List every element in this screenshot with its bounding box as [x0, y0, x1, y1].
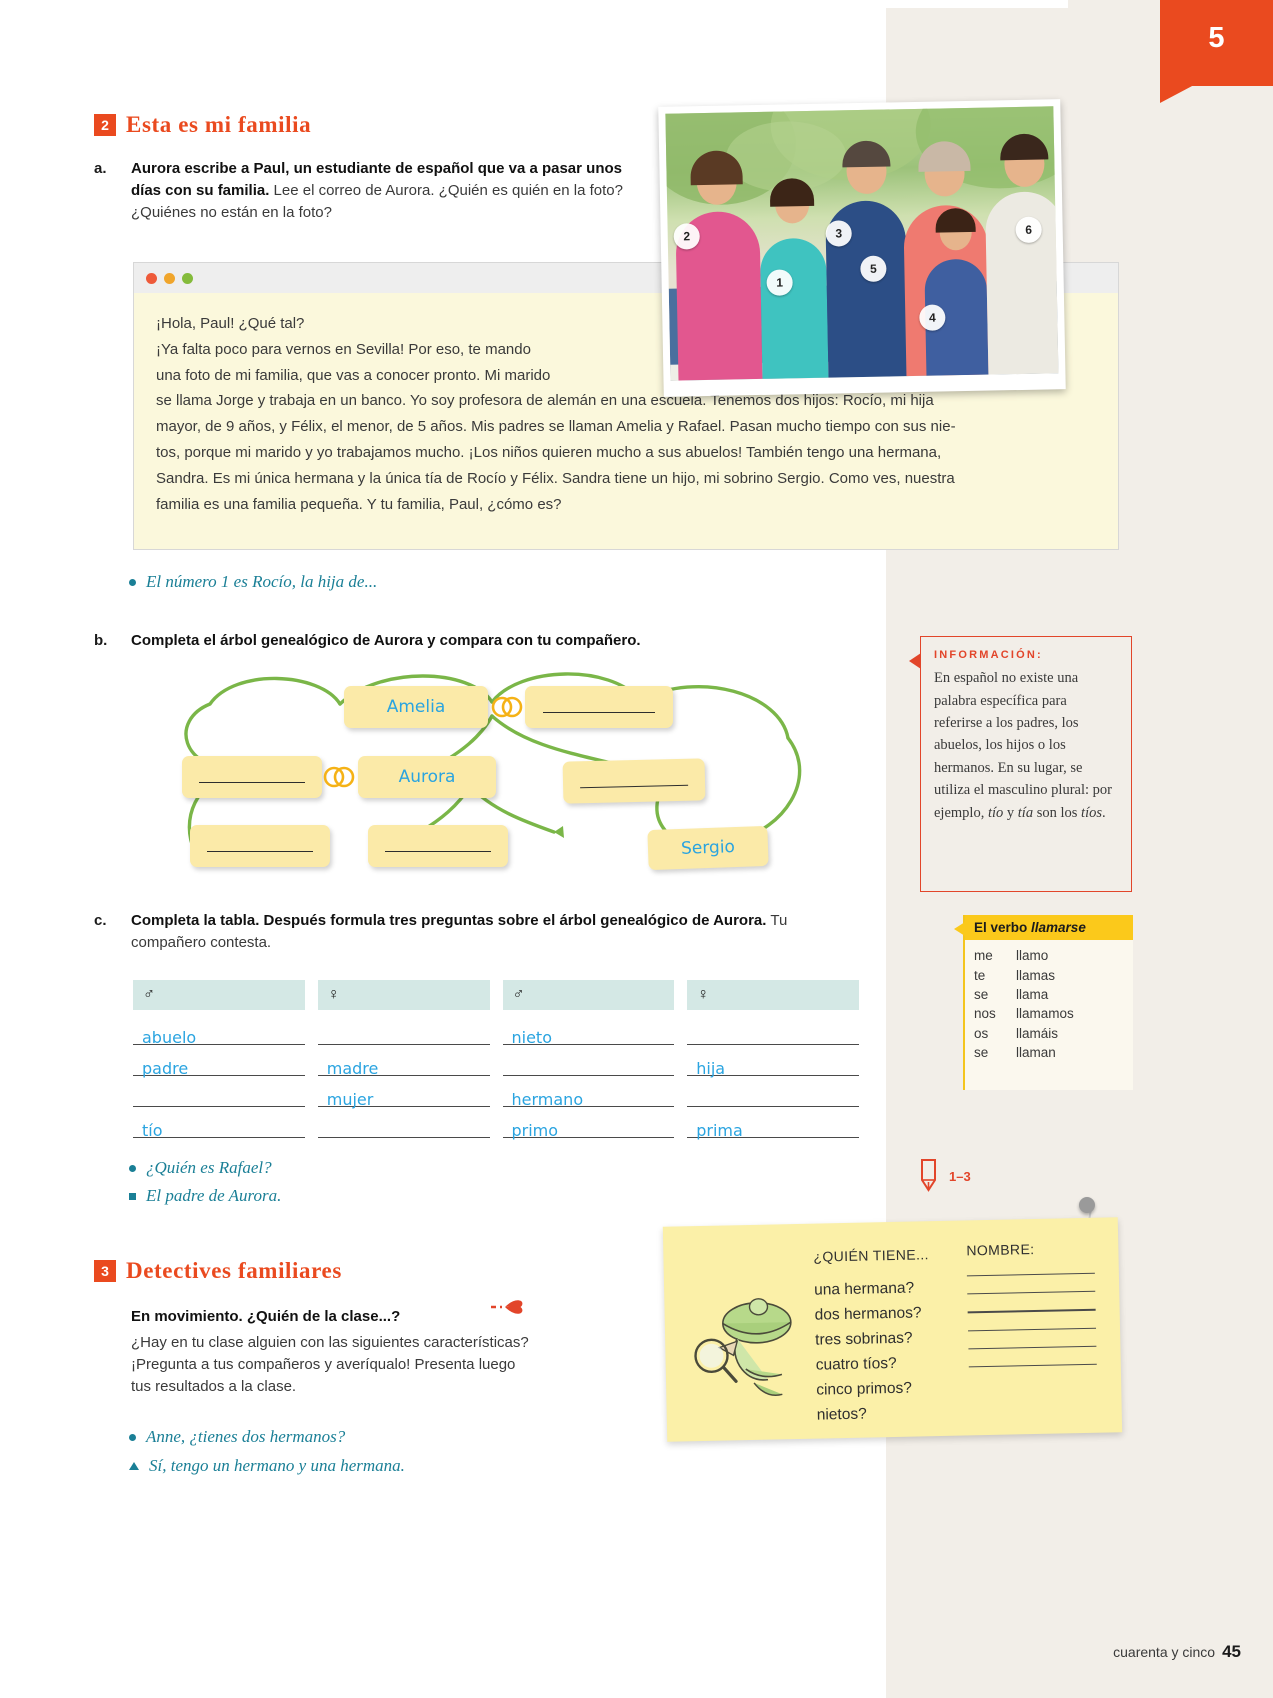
email-line-2: ¡Ya falta poco para vernos en Sevilla! Por eso, te mando	[156, 340, 531, 358]
table-cell-text: hermano	[511, 1090, 584, 1109]
sticky-name-column	[966, 1240, 1109, 1368]
example-3-question	[129, 1427, 345, 1447]
section-3-instruction-bold	[131, 1306, 641, 1328]
section-2-heading	[94, 112, 311, 138]
example-c-answer-text: El padre de Aurora.	[146, 1186, 282, 1205]
tree-node-aurora	[358, 756, 496, 798]
window-maximize-icon[interactable]	[182, 273, 193, 284]
table-cell[interactable]	[318, 1081, 490, 1107]
workbook-reference	[918, 1158, 971, 1195]
tree-node-blank-sandra[interactable]	[563, 758, 706, 803]
section-3-number: 3	[94, 1260, 116, 1282]
verb-title-italic: llamarse	[1031, 920, 1086, 935]
table-cell-text: madre	[326, 1059, 379, 1078]
task-b-bold: Completa el árbol genealógico de Aurora y compara con tu compañero.	[131, 632, 641, 649]
verb-pronoun: se	[974, 1045, 989, 1061]
family-vocab-table	[133, 980, 859, 1143]
info-italic-tio: tío	[987, 804, 1004, 821]
verb-row	[974, 965, 1074, 984]
table-cell-text: nieto	[511, 1028, 552, 1047]
verb-form: llama	[1016, 986, 1049, 1002]
tree-node-amelia-label: Amelia	[386, 697, 446, 717]
tree-node-aurora-label: Aurora	[398, 767, 456, 787]
tree-node-sergio	[647, 826, 768, 870]
photo-badge-3: 3	[825, 220, 851, 246]
section-3-body-line-1: ¿Hay en tu clase alguien con las siguientes características?	[131, 1334, 529, 1351]
chapter-number: 5	[1208, 22, 1225, 54]
table-cell[interactable]	[503, 1019, 675, 1045]
window-minimize-icon[interactable]	[164, 273, 175, 284]
tree-blank-line	[199, 782, 305, 783]
table-cell-text: padre	[142, 1059, 189, 1078]
table-header-female-2: ♀	[687, 980, 859, 1010]
section-2-title: Esta es mi familia	[126, 112, 312, 137]
photo-badge-5: 5	[860, 256, 886, 282]
tree-node-blank-grandfather[interactable]	[525, 686, 673, 728]
section-3-heading	[94, 1258, 342, 1284]
table-header-row	[133, 980, 859, 1010]
sticky-question-header: ¿QUIÉN TIENE...	[813, 1246, 930, 1265]
verb-row	[974, 1004, 1074, 1023]
page-footer-text: cuarenta y cinco	[1113, 1644, 1216, 1660]
verb-pronoun: me	[974, 948, 993, 964]
pencil-icon	[918, 1158, 940, 1195]
verbo-llamarse-title	[965, 915, 1133, 940]
email-line-3: una foto de mi familia, que vas a conocer pronto. Mi marido	[156, 366, 551, 384]
section-3-bold-text: En movimiento. ¿Quién de la clase...?	[131, 1308, 401, 1325]
verb-pronoun: se	[974, 986, 989, 1002]
photo-badge-2: 2	[673, 223, 699, 249]
photo-badge-1: 1	[766, 269, 792, 295]
table-body	[133, 1019, 859, 1138]
email-line-8: familia es una familia pequeña. Y tu familia, Paul, ¿cómo es?	[156, 495, 562, 513]
verb-row	[974, 985, 1074, 1004]
example-c-question	[129, 1158, 272, 1178]
task-c-bold: Completa la tabla. Después formula tres preguntas sobre el árbol genealógico de Aurora.	[131, 912, 767, 929]
table-cell[interactable]	[687, 1081, 859, 1107]
table-cell[interactable]	[133, 1112, 305, 1138]
sticky-note	[663, 1217, 1122, 1441]
bullet-dot-icon	[129, 579, 136, 586]
sticky-question-item: nietos?	[816, 1405, 867, 1424]
scissors-icon	[489, 1295, 527, 1324]
page-top-white-strip	[886, 0, 1068, 8]
section-2-number: 2	[94, 114, 116, 136]
task-b-instruction	[131, 630, 811, 652]
info-end: .	[1102, 804, 1106, 821]
section-3-body-line-3: tus resultados a la clase.	[131, 1378, 297, 1396]
tree-node-sergio-label: Sergio	[680, 837, 736, 859]
informacion-box-body	[934, 667, 1118, 824]
table-cell-text: prima	[696, 1121, 743, 1140]
table-cell[interactable]	[503, 1050, 675, 1076]
sticky-name-blank[interactable]	[967, 1291, 1095, 1295]
table-cell[interactable]	[687, 1019, 859, 1045]
example-c-question-text: ¿Quién es Rafael?	[146, 1158, 272, 1177]
tree-node-blank-felix[interactable]	[368, 825, 508, 867]
verb-row	[974, 1043, 1074, 1062]
email-line-5: mayor, de 9 años, y Félix, el menor, de 5 años. Mis padres se llaman Amelia y Rafael. Pasan mucho tiempo con sus nie-	[156, 418, 956, 436]
tree-node-amelia	[344, 686, 488, 728]
tree-blank-line	[543, 712, 655, 713]
family-photo-image	[665, 106, 1058, 380]
verb-row	[974, 1024, 1074, 1043]
task-b-letter: b.	[94, 632, 108, 649]
verb-form: llamo	[1016, 948, 1049, 964]
table-row	[133, 1050, 859, 1076]
table-cell-text: hija	[696, 1059, 726, 1078]
table-cell-text: tío	[142, 1121, 163, 1140]
email-line-1: ¡Hola, Paul! ¿Qué tal?	[156, 315, 305, 332]
sticky-name-blank[interactable]	[967, 1273, 1095, 1277]
example-3-question-text: Anne, ¿tienes dos hermanos?	[146, 1427, 346, 1446]
table-header-male-1: ♂	[133, 980, 305, 1010]
table-cell[interactable]	[318, 1112, 490, 1138]
table-cell-text: mujer	[326, 1090, 374, 1109]
section-3-body-line-2: ¡Pregunta a tus compañeros y averíqualo! Presenta luego	[131, 1356, 516, 1374]
verb-form: llamamos	[1016, 1006, 1074, 1022]
task-a-instruction	[131, 158, 651, 225]
verb-conjugation-table	[974, 946, 1074, 1062]
section-3-body	[131, 1332, 651, 1399]
sticky-question-item: tres sobrinas?	[815, 1329, 913, 1349]
page-footer-number: 45	[1222, 1642, 1241, 1661]
sticky-name-header: NOMBRE:	[966, 1241, 1035, 1259]
photo-badge-6: 6	[1015, 217, 1041, 243]
section-3-title: Detectives familiares	[126, 1258, 342, 1283]
bullet-dot-icon	[129, 1165, 136, 1172]
tree-blank-line	[207, 851, 313, 852]
bullet-triangle-icon	[129, 1462, 139, 1470]
table-cell[interactable]	[687, 1050, 859, 1076]
bullet-square-icon	[129, 1193, 136, 1200]
info-part-1: En español no existe una palabra específica para referirse a los padres, los abuelos, los hijos o los hermanos. En su lugar, se utiliza el masculino plural: por ejemplo,	[934, 670, 1112, 821]
table-header-male-2: ♂	[503, 980, 675, 1010]
email-line-7: Sandra. Es mi única hermana y la única tía de Rocío y Félix. Sandra tiene un hijo, mi sobrino Sergio. Como ves, nuestra	[156, 469, 955, 487]
tree-node-blank-rocio[interactable]	[190, 825, 330, 867]
info-italic-tia: tía	[1017, 804, 1034, 821]
table-cell-text: primo	[511, 1121, 559, 1140]
pin-head-icon	[1079, 1197, 1095, 1213]
informacion-box	[920, 636, 1132, 892]
table-row	[133, 1081, 859, 1107]
info-mid-1: y	[1003, 804, 1018, 821]
sticky-question-item: una hermana?	[813, 1279, 915, 1299]
example-a-text: El número 1 es Rocío, la hija de...	[146, 572, 378, 591]
detective-illustration	[684, 1282, 815, 1415]
family-tree-diagram	[140, 660, 840, 885]
table-cell[interactable]	[133, 1050, 305, 1076]
info-italic-tios: tíos	[1081, 804, 1102, 821]
tree-blank-line	[580, 784, 688, 787]
example-a	[129, 572, 377, 592]
bullet-dot-icon	[129, 1434, 136, 1441]
table-cell[interactable]	[318, 1019, 490, 1045]
verbo-llamarse-box	[963, 915, 1133, 1090]
verb-pronoun: te	[974, 967, 986, 983]
table-row	[133, 1112, 859, 1138]
sticky-name-blank[interactable]	[968, 1345, 1096, 1349]
task-c-letter: c.	[94, 912, 107, 929]
table-row	[133, 1019, 859, 1045]
verb-pronoun: nos	[974, 1006, 996, 1022]
task-a-rest: Lee el correo de Aurora. ¿Quién es quién en la foto? ¿Quiénes no están en la foto?	[131, 182, 623, 222]
task-c-rest: Tu compañero contesta.	[131, 912, 788, 952]
marriage-rings-icon-1	[490, 696, 524, 718]
table-cell[interactable]	[318, 1050, 490, 1076]
verb-form: llamáis	[1016, 1025, 1059, 1041]
sticky-name-blank[interactable]	[968, 1309, 1096, 1313]
page-footer	[1113, 1642, 1241, 1662]
sticky-question-column	[813, 1243, 967, 1428]
verb-form: llaman	[1016, 1045, 1056, 1061]
table-cell[interactable]	[133, 1019, 305, 1045]
photo-badge-4: 4	[919, 304, 945, 330]
email-line-6: tos, porque mi marido y yo trabajamos mucho. ¡Los niños quieren mucho a sus abuelos! También tengo una hermana,	[156, 443, 942, 461]
table-cell[interactable]	[133, 1081, 305, 1107]
marriage-rings-icon-2	[322, 766, 356, 788]
example-c-answer	[129, 1186, 281, 1206]
sticky-question-item: cuatro tíos?	[815, 1354, 897, 1374]
table-cell[interactable]	[503, 1112, 675, 1138]
verb-row	[974, 946, 1074, 965]
task-a-letter: a.	[94, 160, 107, 177]
chapter-number-tab	[1160, 0, 1273, 86]
family-photo	[658, 99, 1065, 397]
example-3-answer-text: Sí, tengo un hermano y una hermana.	[149, 1456, 405, 1475]
table-cell[interactable]	[503, 1081, 675, 1107]
sticky-question-item: dos hermanos?	[814, 1304, 922, 1324]
task-c-instruction	[131, 910, 851, 954]
table-cell[interactable]	[687, 1112, 859, 1138]
info-mid-2: son los	[1033, 804, 1082, 821]
verb-title-plain: El verbo	[974, 920, 1032, 935]
verb-pronoun: os	[974, 1025, 989, 1041]
verb-form: llamas	[1016, 967, 1056, 983]
table-header-female-1: ♀	[318, 980, 490, 1010]
informacion-box-title: INFORMACIÓN:	[934, 649, 1043, 661]
sticky-name-blank[interactable]	[969, 1364, 1097, 1368]
tree-node-blank-jorge[interactable]	[182, 756, 322, 798]
task-a-bold: Aurora escribe a Paul, un estudiante de español que va a pasar unos días con su familia.	[131, 160, 622, 200]
workbook-reference-text: 1–3	[949, 1169, 971, 1184]
window-close-icon[interactable]	[146, 273, 157, 284]
sticky-name-blank[interactable]	[968, 1327, 1096, 1331]
example-3-answer	[129, 1456, 405, 1476]
tree-blank-line	[385, 851, 491, 852]
table-cell-text: abuelo	[142, 1028, 197, 1047]
email-line-4: se llama Jorge y trabaja en un banco. Yo soy profesora de alemán en una escuela. Tenemos dos hijos: Rocío, mi hija	[156, 392, 934, 410]
sticky-question-item: cinco primos?	[816, 1379, 913, 1399]
